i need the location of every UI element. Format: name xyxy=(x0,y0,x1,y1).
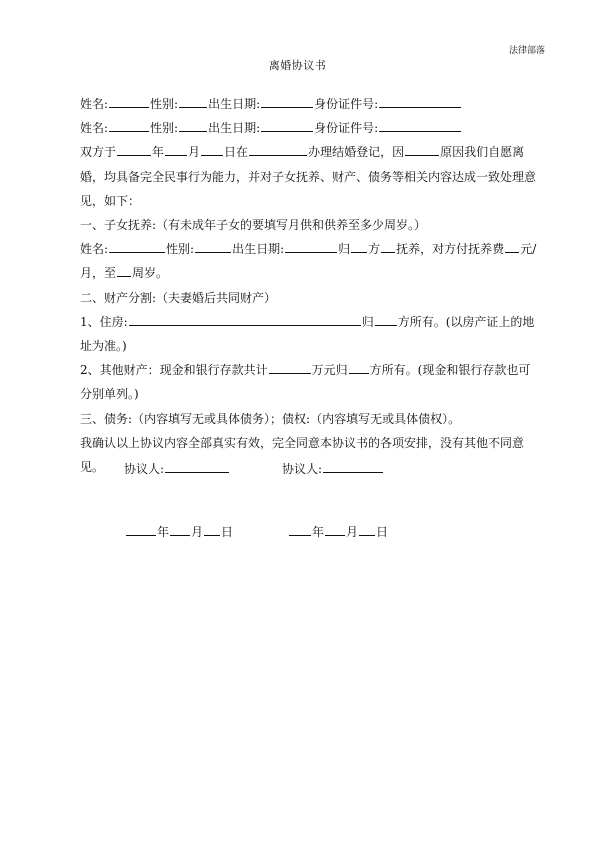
other-property-text: 方所有。(现金和银行存款也可分别单列。) xyxy=(80,363,531,402)
name-label: 姓名: xyxy=(80,97,109,111)
document-body xyxy=(56,92,542,479)
birth-label: 出生日期: xyxy=(208,97,261,111)
debt-line: 三、债务:（内容填写无或具体债务）；债权:（内容填写无或具体债权）。 xyxy=(80,411,461,426)
custody-blank[interactable] xyxy=(351,239,367,253)
support-amount-blank[interactable] xyxy=(505,239,519,253)
child-name-blank[interactable] xyxy=(109,239,165,253)
other-property-label: 2、其他财产：现金和银行存款共计 xyxy=(80,363,268,378)
intro-text: 日在 xyxy=(224,145,249,160)
other-property-text: 万元归 xyxy=(311,363,348,378)
date-year-label: 年 xyxy=(157,525,170,539)
children-heading: 一、子女抚养:（有未成年子女的要填写月供和供养至多少周岁。） xyxy=(80,218,427,233)
gender-label: 性别: xyxy=(150,121,179,136)
date-month-blank[interactable] xyxy=(325,522,345,536)
intro-text: 月 xyxy=(188,145,201,160)
date-day-blank[interactable] xyxy=(204,522,220,536)
child-gender-label: 性别: xyxy=(166,242,195,257)
intro-text: 双方于 xyxy=(80,145,117,160)
date-year-label: 年 xyxy=(312,525,325,539)
intro-text: 年 xyxy=(152,145,165,160)
date-day-label: 日 xyxy=(221,525,234,539)
party-line-1 xyxy=(56,92,542,116)
name-blank[interactable] xyxy=(109,118,149,132)
date-right xyxy=(288,522,388,540)
date-year-blank[interactable] xyxy=(126,522,156,536)
birth-label: 出生日期: xyxy=(208,121,261,136)
date-month-blank[interactable] xyxy=(170,522,190,536)
gender-blank[interactable] xyxy=(179,94,207,108)
name-blank[interactable] xyxy=(109,94,149,108)
reason-blank[interactable] xyxy=(405,142,439,156)
intro-paragraph xyxy=(56,140,542,213)
signature-blank[interactable] xyxy=(323,459,383,473)
child-text: 方 xyxy=(368,242,381,257)
child-text: 周岁。 xyxy=(132,266,169,281)
place-blank[interactable] xyxy=(249,142,307,156)
house-address-blank[interactable] xyxy=(129,312,361,326)
header-tag: 法律部落 xyxy=(508,46,545,56)
child-gender-blank[interactable] xyxy=(195,239,231,253)
gender-blank[interactable] xyxy=(179,118,207,132)
house-text: 归 xyxy=(361,314,374,329)
fang-blank[interactable] xyxy=(381,239,395,253)
name-label: 姓名: xyxy=(80,121,109,136)
month-blank[interactable] xyxy=(165,142,187,156)
signature-right xyxy=(282,459,384,477)
child-text: 抚养，对方付抚养费 xyxy=(396,242,505,257)
date-year-blank[interactable] xyxy=(289,522,311,536)
birth-blank[interactable] xyxy=(261,94,313,108)
document-title: 离婚协议书 xyxy=(268,59,327,72)
gender-label: 性别: xyxy=(150,97,179,111)
signature-label: 协议人: xyxy=(124,462,165,476)
id-blank[interactable] xyxy=(379,94,461,108)
signature-left xyxy=(124,459,230,477)
day-blank[interactable] xyxy=(201,142,223,156)
birth-blank[interactable] xyxy=(261,118,313,132)
intro-text: 办理结婚登记，因 xyxy=(308,145,405,160)
signature-blank[interactable] xyxy=(165,459,229,473)
date-day-blank[interactable] xyxy=(359,522,375,536)
house-text: 方所有。(以房产证上的地址为准。) xyxy=(80,314,535,354)
house-owner-blank[interactable] xyxy=(375,312,397,326)
until-age-blank[interactable] xyxy=(117,263,131,277)
signature-label: 协议人: xyxy=(282,462,323,476)
child-birth-blank[interactable] xyxy=(285,239,337,253)
year-blank[interactable] xyxy=(117,142,151,156)
child-text: 归 xyxy=(338,242,351,257)
house-line xyxy=(56,310,542,358)
child-birth-label: 出生日期: xyxy=(232,242,285,257)
children-detail xyxy=(56,237,542,285)
cash-owner-blank[interactable] xyxy=(349,360,369,374)
date-month-label: 月 xyxy=(346,525,359,539)
id-label: 身份证件号: xyxy=(314,121,379,136)
property-heading: 二、财产分割:（夫妻婚后共同财产） xyxy=(80,290,277,305)
date-left xyxy=(125,522,233,540)
party-line-2 xyxy=(56,116,542,140)
confirm-line: 我确认以上协议内容全部真实有效，完全同意本协议书的各项安排，没有其他不同意见。 xyxy=(80,435,525,475)
id-label: 身份证件号: xyxy=(314,97,379,111)
child-text: 元/月，至 xyxy=(80,242,537,281)
other-property-line xyxy=(56,358,542,406)
date-day-label: 日 xyxy=(376,525,389,539)
child-name-label: 姓名: xyxy=(80,242,109,257)
house-label: 1、住房: xyxy=(80,314,128,329)
id-blank[interactable] xyxy=(379,118,461,132)
intro-text: 原因我们自愿离婚，均具备完全民事行为能力，并对子女抚养、财产、债务等相关内容达成一致处理意见，如下： xyxy=(80,145,537,208)
date-month-label: 月 xyxy=(191,525,204,539)
cash-amount-blank[interactable] xyxy=(269,360,311,374)
